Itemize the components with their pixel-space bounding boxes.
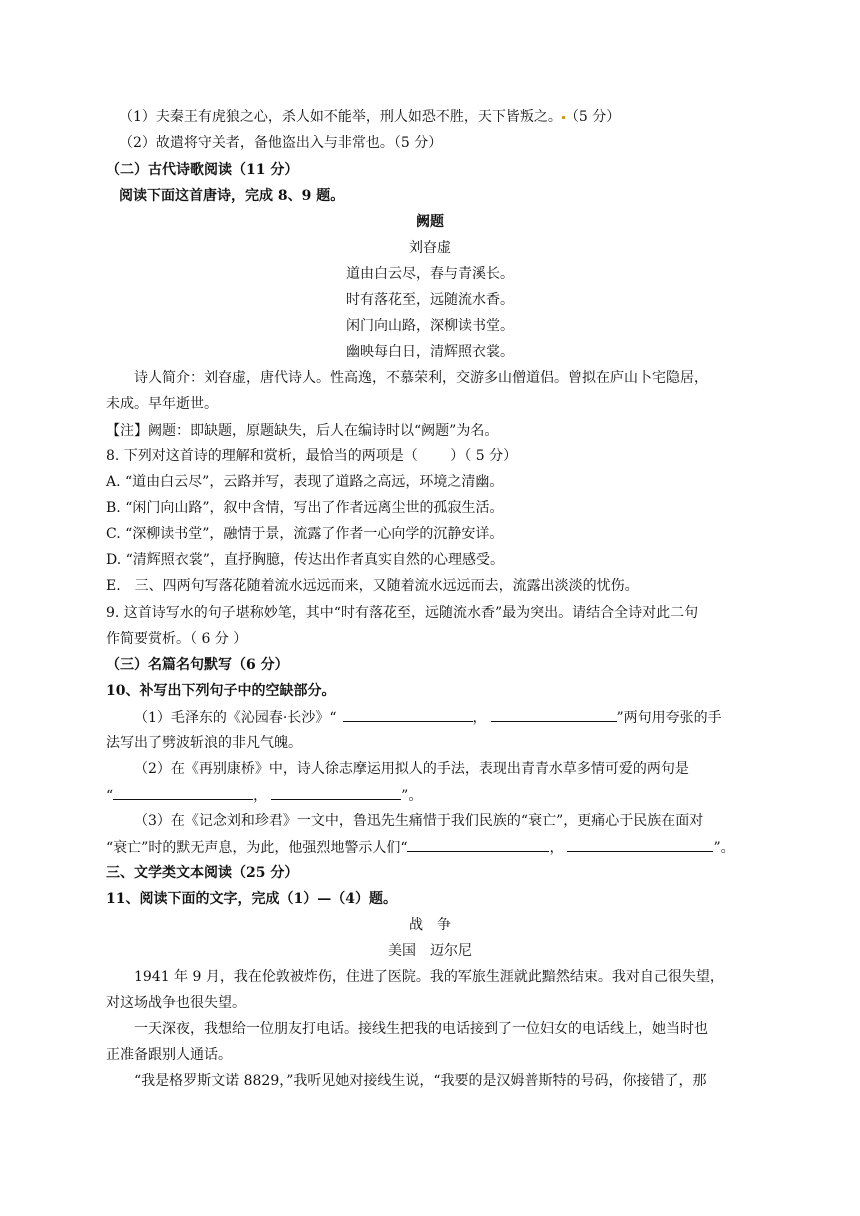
- fill-blank[interactable]: [343, 707, 473, 722]
- poet-bio: 诗人简介：刘昚虚，唐代诗人。性高逸，不慕荣利，交游多山僧道侣。曾拟在庐山卜宅隐居，: [134, 370, 708, 386]
- q10-item1-cont: 法写出了劈波斩浪的非凡气魄。: [106, 735, 302, 751]
- section-heading-poetry: （二）古代诗歌阅读（11 分）: [106, 162, 299, 178]
- q11-stem: 11、阅读下面的文字，完成（1）—（4）题。: [106, 891, 397, 907]
- poem-line: 道由白云尽，春与青溪长。: [346, 266, 514, 282]
- open-quote: “: [106, 788, 114, 804]
- fill-blank[interactable]: [271, 785, 401, 800]
- poem-line: 闲门向山路，深柳读书堂。: [346, 318, 514, 334]
- q10-item3-lead: “衰亡”时的默无声息，为此，他强烈地警示人们“: [106, 840, 408, 856]
- q7-item1: [119, 107, 620, 127]
- story-paragraph: 一天深夜，我想给一位朋友打电话。接线生把我的电话接到了一位妇女的电话线上，她当时也: [134, 1021, 708, 1037]
- story-title: 战 争: [409, 917, 451, 933]
- story-paragraph-cont: 正准备跟别人通话。: [106, 1047, 232, 1063]
- q10-item3-cont: [106, 837, 735, 858]
- poetry-instruction: 阅读下面这首唐诗，完成 8、9 题。: [119, 188, 345, 204]
- q10-stem: 10、补写出下列句子中的空缺部分。: [106, 683, 336, 699]
- fill-blank[interactable]: [567, 837, 713, 852]
- separator: ，: [253, 788, 268, 804]
- part3-heading: 三、文学类文本阅读（25 分）: [106, 865, 299, 881]
- close-quote: ”。: [713, 840, 735, 856]
- q8-stem: 8. 下列对这首诗的理解和赏析，最恰当的两项是（ ）（ 5 分）: [106, 448, 518, 464]
- q7-item2: （2）故遣将守关者，备他盗出入与非常也。（5 分）: [119, 135, 443, 151]
- q8-option-d: D. “清辉照衣裳”，直抒胸臆，传达出作者真实自然的心理感受。: [106, 552, 504, 568]
- poem-title: 阙题: [416, 214, 444, 230]
- q8-option-c: C. “深柳读书堂”，融情于景，流露了作者一心向学的沉静安详。: [106, 526, 504, 542]
- close-quote: ”。: [401, 788, 423, 804]
- separator: ，: [549, 840, 564, 856]
- poet-bio-cont: 未成。早年逝世。: [106, 396, 218, 412]
- q10-item2-blanks: [106, 785, 422, 806]
- fill-blank[interactable]: [113, 785, 253, 800]
- q9-stem: 9. 这首诗写水的句子堪称妙笔，其中“时有落花至，远随流水香”最为突出。请结合全诗对此二句: [106, 605, 699, 621]
- q10-item3: （3）在《记念刘和珍君》一文中，鲁迅先生痛惜于我们民族的“衰亡”，更痛心于民族在面对: [134, 813, 704, 829]
- fill-blank[interactable]: [407, 837, 549, 852]
- q10-item1: [134, 707, 722, 728]
- poem-line: 时有落花至，远随流水香。: [346, 292, 514, 308]
- story-author: 美国 迈尔尼: [388, 943, 472, 959]
- story-paragraph-cont: 对这场战争也很失望。: [106, 995, 246, 1011]
- poem-author: 刘昚虚: [409, 240, 451, 256]
- q10-item2: （2）在《再别康桥》中，诗人徐志摩运用拟人的手法，表现出青青水草多情可爱的两句是: [134, 761, 689, 777]
- q7-item1-score: （5 分）: [564, 109, 621, 125]
- poem-line: 幽映每白日，清辉照衣裳。: [346, 344, 514, 360]
- separator: ，: [472, 710, 487, 726]
- q8-option-a: A. “道由白云尽”，云路并写，表现了道路之高远，环境之清幽。: [106, 474, 504, 490]
- section-heading-recitation: （三）名篇名句默写（6 分）: [106, 657, 289, 673]
- q10-item1-lead: （1）毛泽东的《沁园春·长沙》“: [134, 710, 337, 726]
- story-paragraph: 1941 年 9 月，我在伦敦被炸伤，住进了医院。我的军旅生涯就此黯然结束。我对自己很失望，: [134, 969, 724, 985]
- poem-note: 【注】阙题：即缺题，原题缺失，后人在编诗时以“阙题”为名。: [106, 423, 499, 439]
- q9-stem-cont: 作简要赏析。（ 6 分 ）: [106, 631, 248, 647]
- q7-item1-text: （1）夫秦王有虎狼之心，杀人如不能举，刑人如恐不胜，天下皆叛之。: [119, 109, 562, 125]
- q10-item1-tail: ”两句用夸张的手: [616, 710, 722, 726]
- q8-option-e: E. 三、四两句写落花随着流水远远而来，又随着流水远远而去，流露出淡淡的忧伤。: [106, 578, 639, 594]
- fill-blank[interactable]: [491, 707, 617, 722]
- q8-option-b: B. “闲门向山路”，叙中含情，写出了作者远离尘世的孤寂生活。: [106, 500, 504, 516]
- story-paragraph: “我是格罗斯文诺 8829，”我听见她对接线生说，“我要的是汉姆普斯特的号码，你接错了，那: [134, 1073, 707, 1089]
